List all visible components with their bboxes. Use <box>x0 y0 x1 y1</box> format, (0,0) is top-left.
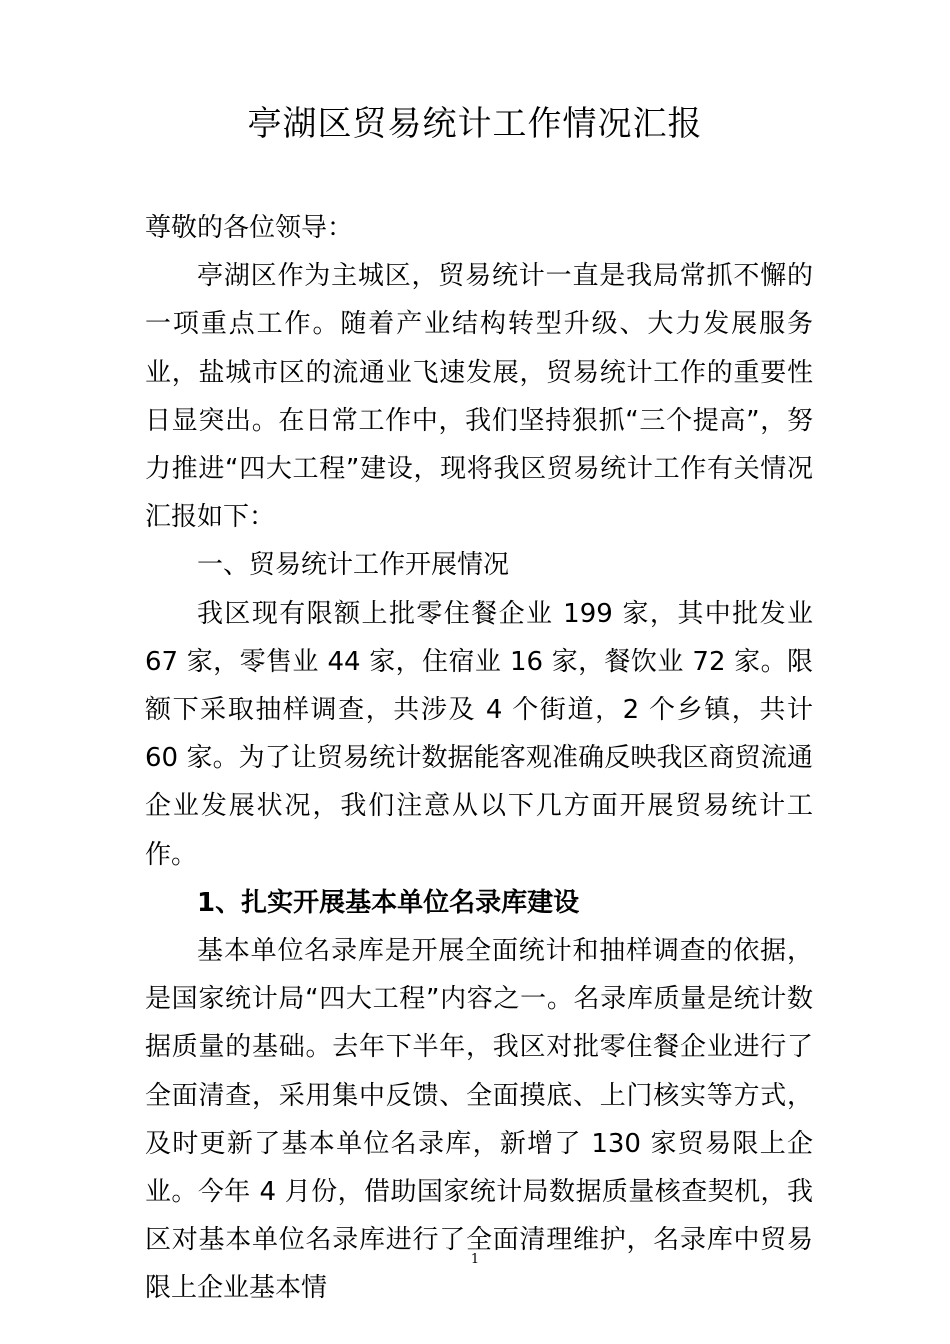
document-title: 亭湖区贸易统计工作情况汇报 <box>247 104 703 144</box>
page-number: 1 <box>470 1252 480 1267</box>
document-body <box>145 204 813 1313</box>
intro-paragraph: 亭湖区作为主城区，贸易统计一直是我局常抓不懈的一项重点工作。随着产业结构转型升级、大力发展服务业，盐城市区的流通业飞速发展，贸易统计工作的重要性日显突出。在日常工作中，我们坚持狠抓“三个提高”，努力推进“四大工程”建设，现将我区贸易统计工作有关情况汇报如下： <box>145 261 813 533</box>
section-heading: 一、贸易统计工作开展情况 <box>197 550 510 581</box>
salutation: 尊敬的各位领导： <box>145 213 354 243</box>
directory-paragraph: 基本单位名录库是开展全面统计和抽样调查的依据，是国家统计局“四大工程”内容之一。名录库质量是统计数据质量的基础。去年下半年，我区对批零住餐企业进行了全面清查，采用集中反馈、全面摸底、上门核实等方式，及时更新了基本单位名录库，新增了 130 家贸易限上企业。今年 4 月份，借助国家统计局数据质量核查契机，我区对基本单位名录库进行了全面清理维护，名录库中贸易限上企业基本情 <box>145 936 813 1304</box>
statistics-paragraph: 我区现有限额上批零住餐企业 199 家，其中批发业 67 家，零售业 44 家，住宿业 16 家，餐饮业 72 家。限额下采取抽样调查，共涉及 4 个街道，2 个乡镇，共计 60 家。为了让贸易统计数据能客观准确反映我区商贸流通企业发展状况，我们注意从以下几方面开展贸易统计工作。 <box>145 598 813 870</box>
subsection-heading: 1、扎实开展基本单位名录库建设 <box>197 887 580 918</box>
